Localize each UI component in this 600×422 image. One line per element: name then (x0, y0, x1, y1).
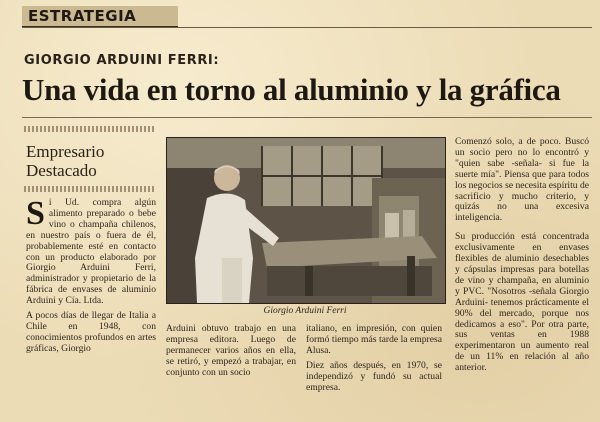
hatch-rule-bottom (24, 186, 154, 192)
col4-para-1: Comenzó solo, a de poco. Buscó un socio pero no lo encontró y "quien sabe -señala- si fue la suerte mía". Piensa que para todos los negocios se necesita espíritu de sacrificio y mucho criterio, y quizás no una excesiva inteligencia. (455, 137, 589, 224)
column-4 (455, 137, 589, 417)
column-2 (166, 324, 296, 414)
hatch-rule-top (24, 126, 154, 132)
section-label: ESTRATEGIA (28, 7, 137, 25)
subhead-line-1: Empresario (26, 142, 105, 161)
subhead-line-2: Destacado (26, 161, 97, 180)
subhead (26, 142, 156, 180)
col1-para-1 (26, 198, 156, 307)
headline-rule (22, 117, 592, 118)
photo-caption: Giorgio Arduini Ferri (263, 306, 347, 316)
col1-para-1-text: i Ud. compra algún alimento preparado o bebe vino o champaña chilenos, en nuestro país o fuera de él, probablemente esté en contacto con un producto elaborado por Giorgio Arduini Ferri, administrador y propietario de la fábrica de envases de aluminio Arduini y Cía. Ltda. (26, 198, 156, 307)
section-tab (22, 6, 178, 28)
col3-para-2: Diez años después, en 1970, se independizó y fundó su actual empresa. (306, 359, 442, 393)
col4-para-2: Su producción está concentrada exclusivamente en envases flexibles de aluminio desechables y cápsulas impresas para botellas de vino y champaña, en aluminio y PVC. "Nosotros -señala Giorgio Arduini- tenemos prácticamente el 90% del mercado, porque nos dedicamos a eso". Por otra parte, sus ventas en 1988 experimentaron un aumento real de un 11% en relación al año anterior. (455, 231, 589, 374)
photo-illustration (167, 138, 445, 303)
column-1 (26, 198, 156, 412)
drop-cap: S (26, 198, 45, 232)
top-rule (22, 27, 592, 28)
col1-para-2: A pocos días de llegar de Italia a Chile en 1948, con conocimientos profundos en artes gráficas, Giorgio (26, 310, 156, 354)
col2-para-1: Arduini obtuvo trabajo en una empresa editora. Luego de permanecer varios años en ella, se retiró, y empezó a trabajar, en conjunto con un socio (166, 324, 296, 378)
headline: Una vida en torno al aluminio y la gráfica (22, 72, 561, 107)
col3-para-1: italiano, en impresión, con quien formó tiempo más tarde la empresa Alusa. (306, 324, 442, 356)
article-photo (166, 137, 446, 304)
column-3 (306, 324, 442, 414)
kicker: GIORGIO ARDUINI FERRI: (24, 53, 220, 68)
